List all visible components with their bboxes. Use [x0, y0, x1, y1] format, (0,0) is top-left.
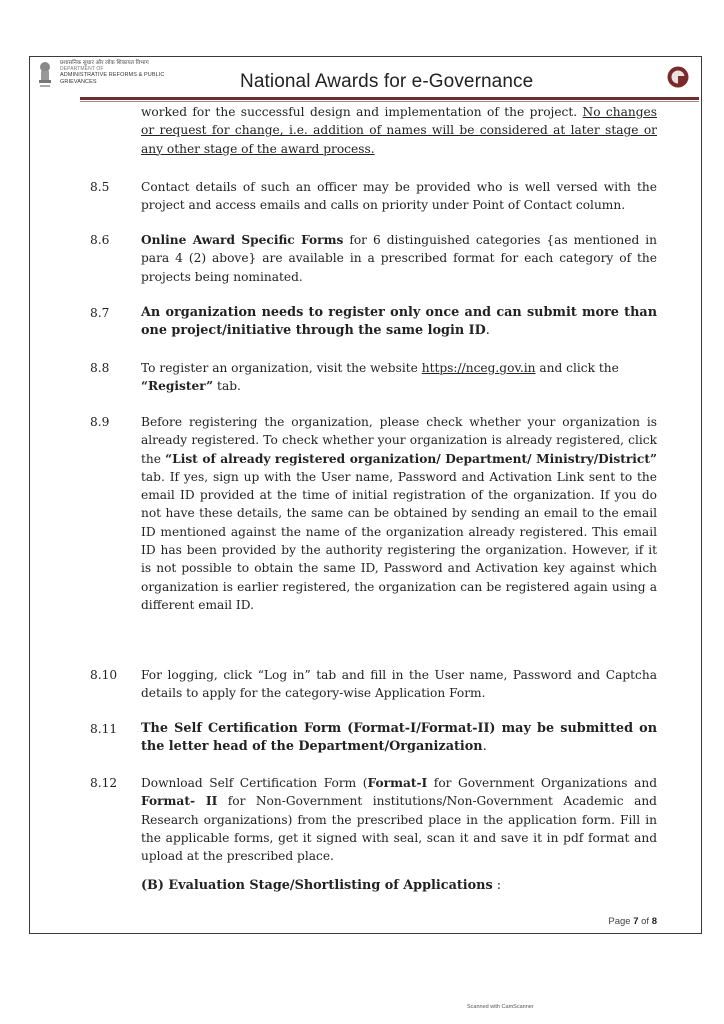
format-2-label: Format- II: [141, 794, 218, 809]
item-number: 8.5: [90, 180, 110, 194]
item-8-10-text: For logging, click “Log in” tab and fill in the User name, Password and Captcha details to apply for the category-wise Application Form.: [141, 668, 657, 701]
item-8-5-text: Contact details of such an officer may be provided who is well versed with the project and access emails and calls on priority under Point of Contact column.: [141, 180, 657, 213]
dept-line-1: DEPARTMENT OF: [60, 66, 104, 73]
item-8-11-tail: .: [482, 739, 487, 755]
item-8-8-post: tab.: [213, 379, 241, 394]
page-title: National Awards for e-Governance: [240, 71, 534, 92]
page-current: 7: [633, 916, 639, 927]
item-8-8-text: [141, 359, 657, 396]
intro-paragraph: [141, 103, 657, 158]
item-8-12-pre: Download Self Certification Form (: [141, 776, 368, 790]
header-divider: [80, 97, 699, 100]
item-8-12-text: [141, 774, 657, 865]
dept-line-3: GRIEVANCES: [60, 78, 97, 85]
item-8-12-post: for Non-Government institutions/Non-Government Academic and Research organizations) from the prescribed place in the application form. Fill in the applicable forms, get it signed with seal, scan it and save it in pdf format and upload at the prescribed place.: [141, 794, 657, 864]
item-8-12-mid: for Government Organizations and: [427, 776, 657, 790]
department-name: [60, 60, 164, 85]
item-8-6-body: for 6 distinguished categories {as mentioned in para 4 (2) above} are available in a prescribed format for each category of the projects being nominated.: [141, 233, 657, 284]
page-header: [30, 57, 701, 109]
section-b-title: (B) Evaluation Stage/Shortlisting of Applications: [141, 878, 493, 893]
page-total: 8: [651, 916, 657, 927]
item-8-7-tail: .: [485, 323, 490, 339]
section-b-colon: :: [492, 878, 502, 893]
item-number: 8.10: [90, 668, 118, 682]
national-emblem-icon: [36, 61, 54, 89]
egov-logo-icon: [667, 66, 689, 88]
item-8-7-bold: An organization needs to register only once and can submit more than one project/initiative through the same login ID: [141, 305, 657, 339]
item-8-6-text: [141, 231, 657, 286]
item-8-9-post: tab. If yes, sign up with the User name, Password and Activation Link sent to the email ID provided at the time of initial registration of the organization. If you do not have these details, the same can be obtained by sending an email to the email ID mentioned against the name of the organization already registered. This email ID has been provided by the authority registering the organization. However, if it is not possible to obtain the same ID, Password and Activation key against which organization is earlier registered, the organization can be registered again using a different email ID.: [141, 469, 657, 612]
item-8-8-mid: and click the: [535, 361, 619, 375]
page-label: Page: [608, 916, 631, 927]
item-8-7-text: [141, 304, 657, 341]
section-heading: [141, 877, 657, 895]
item-number: 8.6: [90, 233, 110, 247]
scanner-watermark: Scanned with CamScanner: [467, 1004, 534, 1010]
document-page: [29, 56, 702, 934]
dept-hindi-text: प्रशासनिक सुधार और लोक शिकायत विभाग: [60, 60, 149, 66]
item-number: 8.11: [90, 722, 118, 736]
intro-underlined-text: No changes or request for change, i.e. addition of names will be considered at later stage or any other stage of the award process.: [141, 105, 657, 156]
item-8-6-bold: Online Award Specific Forms: [141, 233, 344, 247]
item-number: 8.7: [90, 306, 110, 320]
page-of: of: [641, 916, 650, 927]
item-8-9-text: [141, 413, 657, 614]
header-divider-thin: [80, 101, 699, 102]
item-8-9-pre: Before registering the organization, please check whether your organization is already registered. To check whether your organization is already registered, click the: [141, 415, 657, 466]
page-number: [608, 916, 657, 927]
registered-list-tab-label: “List of already registered organization/ Department/ Ministry/District”: [165, 451, 657, 466]
website-link[interactable]: https://nceg.gov.in: [421, 361, 536, 375]
item-number: 8.8: [90, 361, 110, 375]
item-8-11-bold: The Self Certification Form (Format-I/Format-II) may be submitted on the letter head of the Department/Organization: [141, 721, 657, 755]
item-8-8-pre: To register an organization, visit the website: [141, 361, 422, 375]
item-number: 8.9: [90, 415, 110, 429]
format-1-label: Format-I: [367, 776, 428, 790]
register-tab-label: “Register”: [141, 379, 214, 394]
intro-text: worked for the successful design and implementation of the project.: [141, 105, 583, 119]
item-8-11-text: [141, 720, 657, 757]
dept-line-2: ADMINISTRATIVE REFORMS & PUBLIC: [60, 72, 165, 79]
item-number: 8.12: [90, 776, 118, 790]
